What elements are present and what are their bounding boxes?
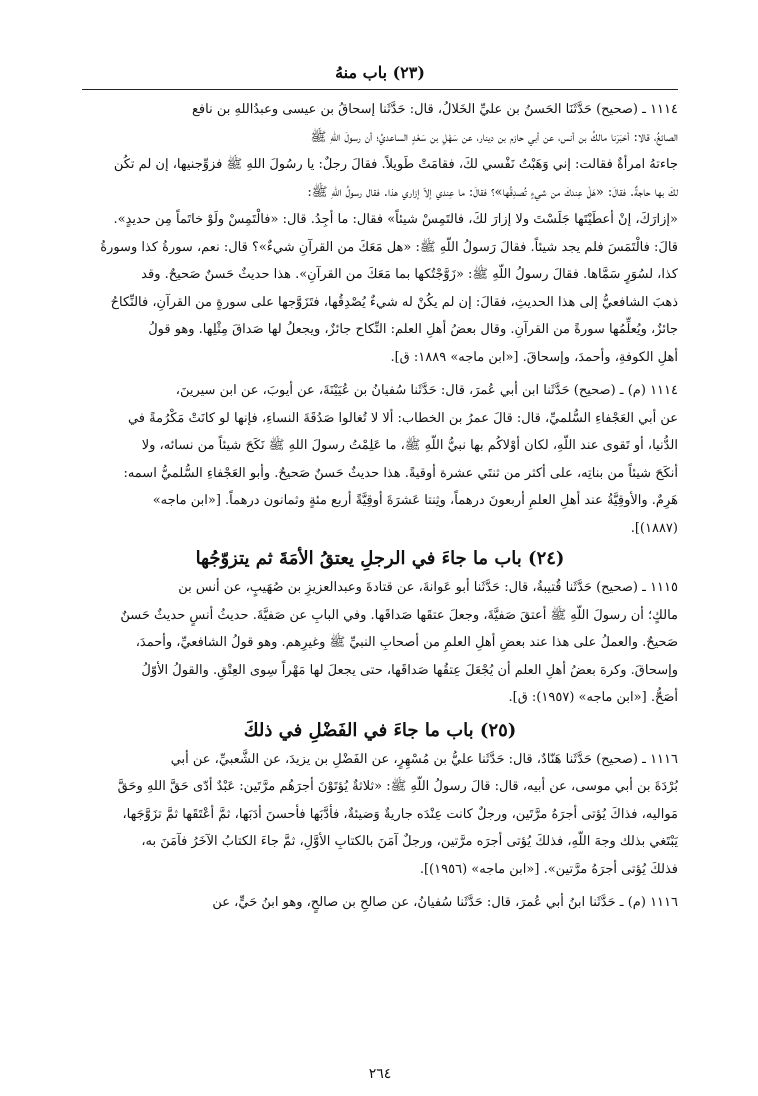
chapter-heading-23: (٢٣) باب منهُ [335,63,425,82]
text-line: ١١١٦ (م) ـ حَدَّثَنا ابنُ أبي عُمرَ، قال: حَدَّثَنا سُفيانُ، عن صالحِ بن صالحٍ، وهو ابنُ حَيٍّ، عن [212,895,678,910]
chapter-heading-25: (٢٥) باب ما جاءَ في الفَضْلِ في ذلكَ [243,719,517,741]
text-line: كذا، لسُوَرٍ سَمَّاها. فقالَ رسولُ اللّهِ ﷺ: «زَوَّجْتُكها بما مَعَكَ من القرآنِ». هذا حديثٌ حَسنٌ صَحيحٌ. وقد [141,267,678,282]
text-line: «إزارَكَ، إنْ أعطَيْتَها جَلَسْتَ ولا إزارَ لكَ، فالتَمِسْ شيئاً» فقال: ما أجِدُ. قال: «فالْتَمِسْ ولَوْ خاتَماً مِن حديدٍ». [113,212,678,227]
page-number: ٢٦٤ [368,1066,392,1082]
text-line: يَبْتَغي بذلك وجهَ اللّهِ، فذلكَ يُؤتى أجرَه مرَّتين، ورجلٌ آمَنَ بالكتابِ الأوَّلِ، ثمَّ جاءَ الكتابُ الآخَرُ فآمَنَ به، [141,834,678,849]
text-line: (١٨٨٧)]. [630,520,678,536]
text-line: ١١١٦ ـ (صحيح) حَدَّثَنا هَنّادٌ، قال: حَدَّثَنا عليُّ بن مُسْهِرٍ، عن الفَضْلِ بن يزيدَ، عن الشَّعبيِّ، عن أبي [170,751,678,767]
text-line: ذهبَ الشافعيُّ إلى هذا الحديثِ، فقالَ: إن لم يكُنْ له شيءٌ يُصْدِقُها، فتَزَوَّجها على سورةٍ من القرآنِ، فالنِّكاحُ [110,294,678,310]
hadith-1116m [82,889,678,917]
text-line: ١١١٥ ـ (صحيح) حَدَّثَنا قُتيبةُ، قال: حَدَّثَنا أبو عَوانةَ، عن قتادةَ وعبدالعزيزِ بن صُهَيبٍ، عن أنس بن [178,580,678,595]
text-line: جاءتهُ امرأةٌ فقالت: إني وَهَبْتُ نَفْسي لكَ، فقامَتْ طَويلاً. فقالَ رجلٌ: يا رسُولَ اللهِ ﷺ فزوِّجنيها، إن لم تكُن [113,157,678,172]
text-line: مَواليه، فذاكَ يُؤتى أجرَهُ مرَّتَين، ورجلٌ كانت عِنْدَه جاريةٌ وَضيئةٌ، فأدَّبَها فأحسنَ أدَبَها، ثمَّ أعْتَقَها ثمَّ تزَوَّجَها، [122,806,678,822]
text-line: أنكَحَ شيئاً من بناتِه، على أكثر من ثنتَي عشرة أوقيةً. هذا حديثٌ حَسنٌ صَحيحٌ. وأبو العَجْفاءِ السُّلميُّ اسمه: [123,465,678,481]
text-line: صَحيحٌ. والعملُ على هذا عند بعضِ أهلِ العلمِ من أصحابِ النبيِّ ﷺ وغيرِهم. وهو قولُ الشافعيِّ، وأحمدَ، [135,635,678,650]
text-line: قالَ: فالْتَمَسَ فلم يجد شيئاً. فقالَ رَسولُ اللّهِ ﷺ: «هل مَعَكَ من القرآنِ شيءٌ»؟ قال: نعم، سورةُ كذا وسورةُ [100,239,678,255]
text-line: أصَحُّ. [«ابن ماجه» (١٩٥٧): ق]. [508,690,678,705]
hadith-1116 [82,746,678,884]
text-line: لكَ بها حاجةٌ. فقالَ: «هَلْ عِندكَ من شيءٍ تُصدِقُها»؟ فقالَ: ما عِندي إلاّ إزاري هذا. فقال رسولُ اللهِ ﷺ: [307,184,678,200]
text-line: ١١١٤ (م) ـ (صحيح) حَدَّثَنا ابن أبي عُمرَ، قال: حَدَّثَنا سُفيانُ بن عُيَيْنَةَ، عن أيوبَ، عن ابن سيرينَ، [175,383,678,398]
text-line: بُرْدَةَ بن أبي موسى، عن أبيه، قال: قالَ رسولُ اللّهِ ﷺ: «ثلاثةٌ يُؤتَوْنَ أجرَهُم مرَّتَين: عَبْدٌ أدّى حَقَّ اللهِ وحَقَّ [117,779,678,794]
text-line: الدُّنيا، أو تَقوى عند اللّهِ، لكان أوْلاكُم بها نبيُّ اللّهِ ﷺ، ما عَلِمْتُ رسولَ اللهِ ﷺ نَكَحَ شيئاً من نسائه، ولا [141,438,678,453]
hadith-1115 [82,574,678,712]
text-line: فذلكَ يُؤتى أجرَهُ مرَّتين». [«ابن ماجه» (١٩٥٦)]. [419,861,678,877]
hadith-1114m [82,377,678,542]
text-line: عن أبي العَجْفاءِ السُّلميِّ، قال: قالَ عمرُ بن الخطاب: ألا لا تُغالوا صَدُقَةَ النساءِ، فإنها لو كانَتْ مَكْرُمةً في [127,410,678,426]
text-line: الصائغُ، قالا: أخبَرَنا مالكُ بن أنس، عن أبي حازم بن دينار، عن سَهْلِ بن سَعْدٍ الساعديِّ؛ أن رسولَ اللهِ ﷺ [310,129,678,145]
text-line: ١١١٤ ـ (صحيح) حَدَّثَنَا الحَسنُ بن عليِّ الخَلالُ، قال: حَدَّثَنا إسحاقُ بن عيسى وعبدُاللهِ بن نافع [192,102,678,117]
chapter-heading-24: (٢٤) باب ما جاءَ في الرجلِ يعتقُ الأمَةَ ثم يتزوّجُها [195,548,565,569]
text-line: أهلِ الكوفةِ، وأحمدَ، وإسحاقَ. [«ابن ماجه» ١٨٨٩: ق]. [390,349,678,365]
book-page [82,60,678,1082]
text-line: وإسحاقَ. وكرهَ بعضُ أهلِ العلم أن يُجْعَلَ عِتقُها صَداقَها، حتى يجعلَ لها مَهْراً سِوى العِتْقِ. والقولُ الأوّلُ [141,662,678,678]
text-line: جائزٌ، ويُعلِّمُها سورةً من القرآنِ. وقال بعضُ أهلِ العلم: النِّكاح جائزٌ، ويجعلُ لها صَداقَ مِثْلِها. وهو قولُ [148,322,678,337]
heading-rule [82,89,678,90]
hadith-1114 [82,96,678,371]
text-line: مالكٍ؛ أن رسولَ اللّهِ ﷺ أعتقَ صَفيَّةَ، وجعلَ عتقَها صَداقَها. وفي البابِ عن صَفيَّةَ. حديثُ أنسٍ حديثٌ حَسنٌ [120,607,678,623]
text-line: هَرِمٌ. والأوقِيَّةُ عند أهلِ العلمِ أربعونَ درهماً، وثِنتا عَشرَةَ أوقِيَّةً أربع مئةٍ وثمانون درهماً. [«ابن ماجه» [152,493,678,508]
